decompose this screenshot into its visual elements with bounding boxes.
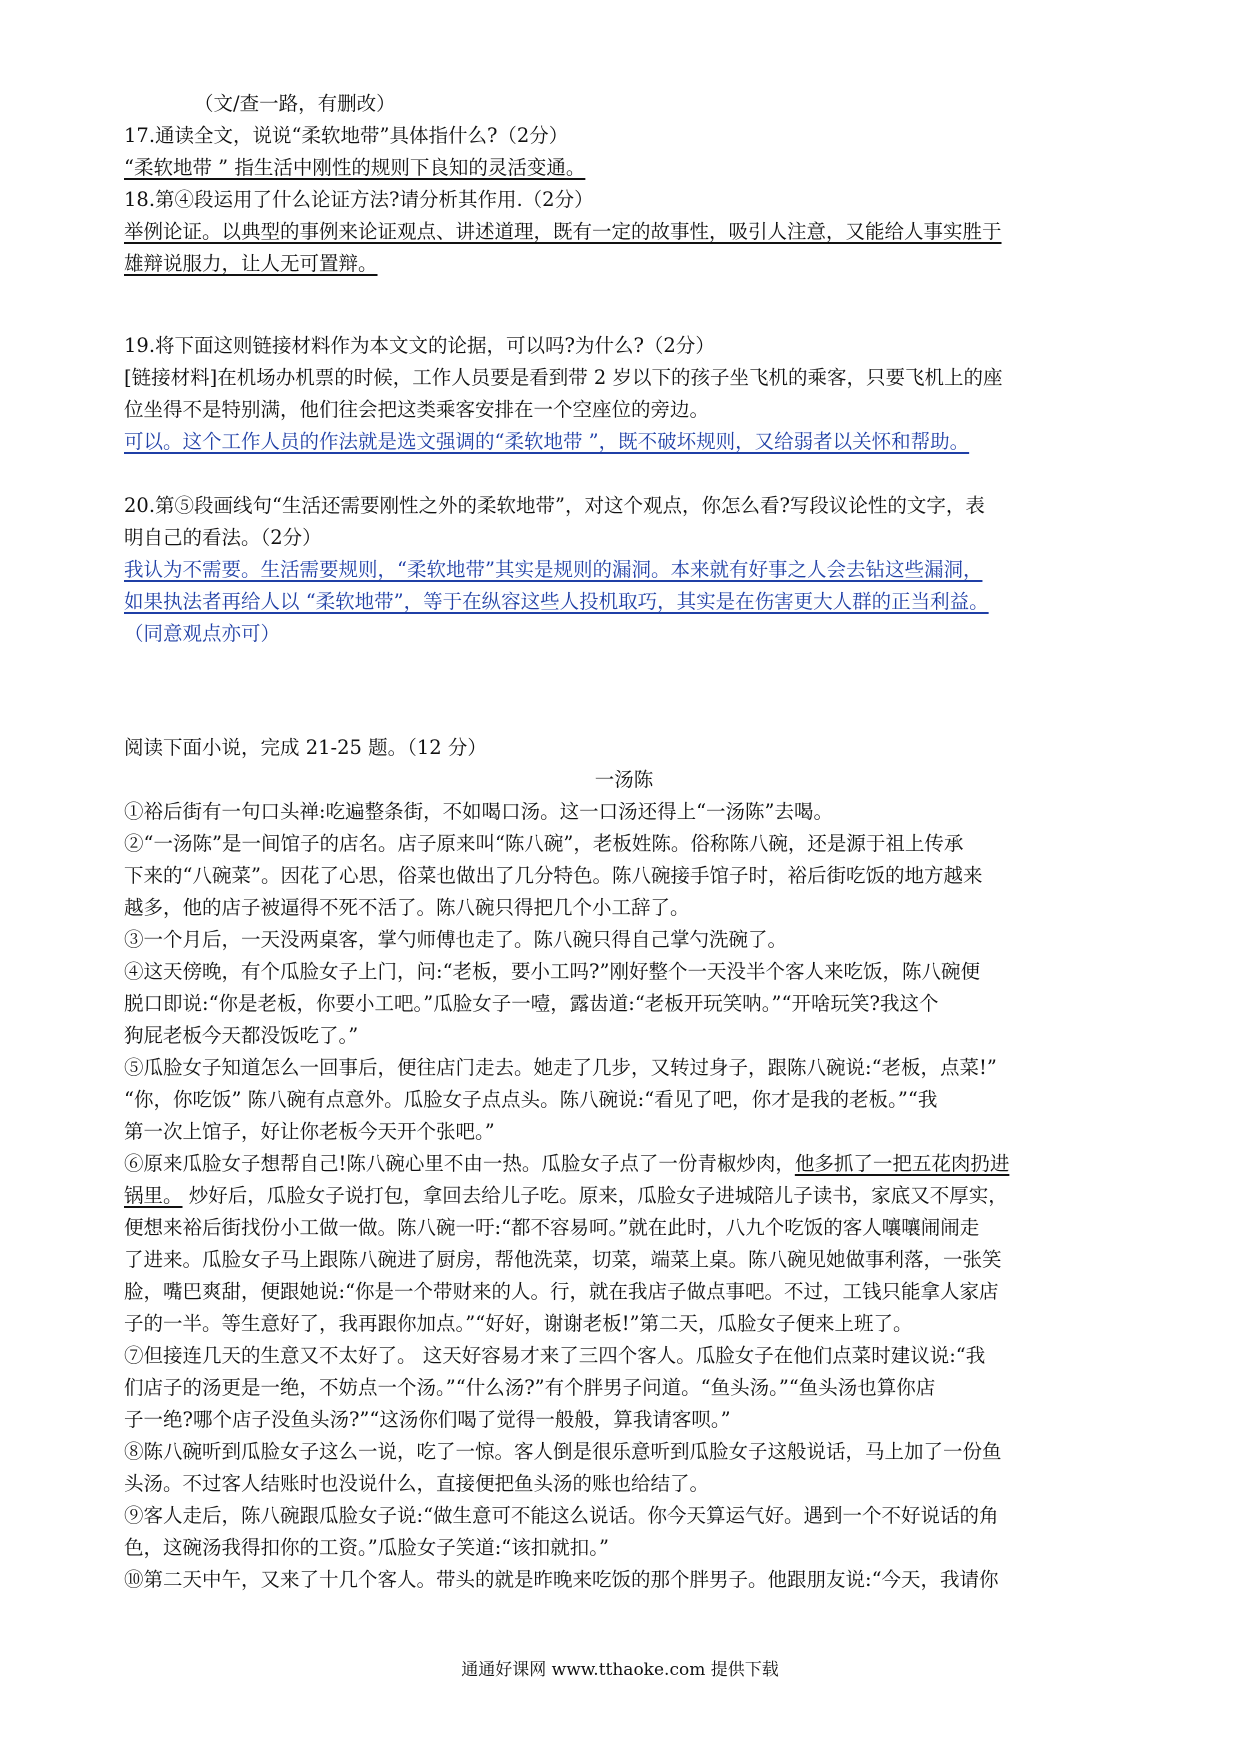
q20-answer-line: （同意观点亦可） [124,622,281,645]
story-line: 第一次上馆子，好让你老板今天开个张吧。” [124,1120,495,1143]
story-line: 狗屁老板今天都没饭吃了。” [124,1024,359,1047]
story-line: ④这天傍晚，有个瓜脸女子上门，问:“老板，要小工吗?”刚好整个一天没半个客人来吃饭，陈八碗便 [124,960,980,983]
story-line: ⑦但接连几天的生意又不太好了。 这天好容易才来了三四个客人。瓜脸女子在他们点菜时建议说:“我 [124,1344,986,1367]
underlined-sentence: 他多抓了一把五花肉扔进 [794,1152,1010,1175]
story-line: ⑧陈八碗听到瓜脸女子这么一说，吃了一惊。客人倒是很乐意听到瓜脸女子这般说话，马上加了一份鱼 [124,1440,1002,1463]
story-line: 便想来裕后街找份小工做一做。陈八碗一吁:“都不容易呵。”就在此时，八九个吃饭的客人嚷嚷闹闹走 [124,1216,980,1239]
story-line: ②“一汤陈”是一间馆子的店名。店子原来叫“陈八碗”，老板姓陈。俗称陈八碗，还是源于祖上传承 [124,832,964,855]
q20-answer-line: 如果执法者再给人以 “柔软地带”，等于在纵容这些人投机取巧，其实是在伤害更大人群的正当利益。 [124,590,989,613]
story-line: ⑩第二天中午，又来了十几个客人。带头的就是昨晚来吃饭的那个胖男子。他跟朋友说:“今天，我请你 [124,1568,999,1591]
story-line: 脸，嘴巴爽甜，便跟她说:“你是一个带财来的人。行，就在我店子做点事吧。不过，工钱只能拿人家店 [124,1280,999,1303]
story-line [124,1148,1124,1180]
story-line: ⑨客人走后，陈八碗跟瓜脸女子说:“做生意可不能这么说话。你今天算运气好。遇到一个不好说话的角 [124,1504,999,1527]
page-footer: 通通好课网 www.tthaoke.com 提供下载 [461,1660,779,1680]
q18-answer-line: 举例论证。以典型的事例来论证观点、讲述道理，既有一定的故事性，吸引人注意，又能给人事实胜于 [124,220,1002,243]
q17-answer-text: “柔软地带 ” 指生活中刚性的规则下良知的灵活变通。 [124,156,586,179]
story-line: 们店子的汤更是一绝，不妨点一个汤。”“什么汤?”有个胖男子问道。“鱼头汤。”“鱼头汤也算你店 [124,1376,936,1399]
story-line: 了进来。瓜脸女子马上跟陈八碗进了厨房，帮他洗菜，切菜，端菜上桌。陈八碗见她做事利落，一张笑 [124,1248,1002,1271]
story-line: ①裕后街有一句口头禅:吃遍整条街，不如喝口汤。这一口汤还得上“一汤陈”去喝。 [124,800,834,823]
story-line: 头汤。不过客人结账时也没说什么，直接便把鱼头汤的账也给结了。 [124,1472,710,1495]
q19-answer: 可以。这个工作人员的作法就是选文强调的“柔软地带 ”，既不破坏规则，又给弱者以关怀和帮助。 [124,430,970,453]
q19-material-line: [链接材料]在机场办机票的时候，工作人员要是看到带 2 岁以下的孩子坐飞机的乘客，只要飞机上的座 [124,366,1003,389]
story-line: 脱口即说:“你是老板，你要小工吧。”瓜脸女子一噎，露齿道:“老板开玩笑呐。”“开啥玩笑?我这个 [124,992,939,1015]
story-text: ⑥原来瓜脸女子想帮自己!陈八碗心里不由一热。瓜脸女子点了一份青椒炒肉， [124,1152,795,1175]
story-line: 子的一半。等生意好了，我再跟你加点。”“好好，谢谢老板!”第二天，瓜脸女子便来上班了。 [124,1312,913,1335]
document-page [124,88,1124,1596]
story-line: 色，这碗汤我得扣你的工资。”瓜脸女子笑道:“该扣就扣。” [124,1536,609,1559]
underlined-sentence: 锅里。 [124,1184,183,1207]
q20-answer-line: 我认为不需要。生活需要规则，“柔软地带”其实是规则的漏洞。本来就有好事之人会去钻这些漏洞， [124,558,983,581]
q17-question: 17.通读全文，说说“柔软地带”具体指什么?（2分） [124,124,569,147]
q17-answer [124,152,1124,184]
story-line: ③一个月后，一天没两桌客，掌勺师傅也走了。陈八碗只得自己掌勺洗碗了。 [124,928,788,951]
story-line: 下来的“八碗菜”。因花了心思，俗菜也做出了几分特色。陈八碗接手馆子时，裕后街吃饭的地方越来 [124,864,983,887]
story-line: 子一绝?哪个店子没鱼头汤?”“这汤你们喝了觉得一般般，算我请客呗。” [124,1408,731,1431]
story-line: ⑤瓜脸女子知道怎么一回事后，便往店门走去。她走了几步，又转过身子，跟陈八碗说:“老板，点菜!” [124,1056,997,1079]
q20-question-line: 明自己的看法。（2分） [124,526,322,549]
source-note: （文/查一路，有删改） [194,92,396,115]
q20-question-line: 20.第⑤段画线句“生活还需要刚性之外的柔软地带”，对这个观点，你怎么看?写段议论性的文字，表 [124,494,985,517]
q18-question: 18.第④段运用了什么论证方法?请分析其作用.（2分） [124,188,594,211]
q19-material-line: 位坐得不是特别满，他们往会把这类乘客安排在一个空座位的旁边。 [124,398,710,421]
q19-question: 19.将下面这则链接材料作为本文文的论据，可以吗?为什么?（2分） [124,334,715,357]
story-title: 一汤陈 [594,768,654,791]
reading-instruction: 阅读下面小说，完成 21-25 题。（12 分） [124,736,487,759]
story-line: 越多，他的店子被逼得不死不活了。陈八碗只得把几个小工辞了。 [124,896,690,919]
q18-answer-line: 雄辩说服力，让人无可置辩。 [124,252,378,275]
story-line: “你，你吃饭” 陈八碗有点意外。瓜脸女子点点头。陈八碗说:“看见了吧，你才是我的老板。”“我 [124,1088,938,1111]
story-text: 炒好后，瓜脸女子说打包，拿回去给儿子吃。原来，瓜脸女子进城陪儿子读书，家底又不厚实， [182,1184,1008,1207]
story-line [124,1180,1124,1212]
